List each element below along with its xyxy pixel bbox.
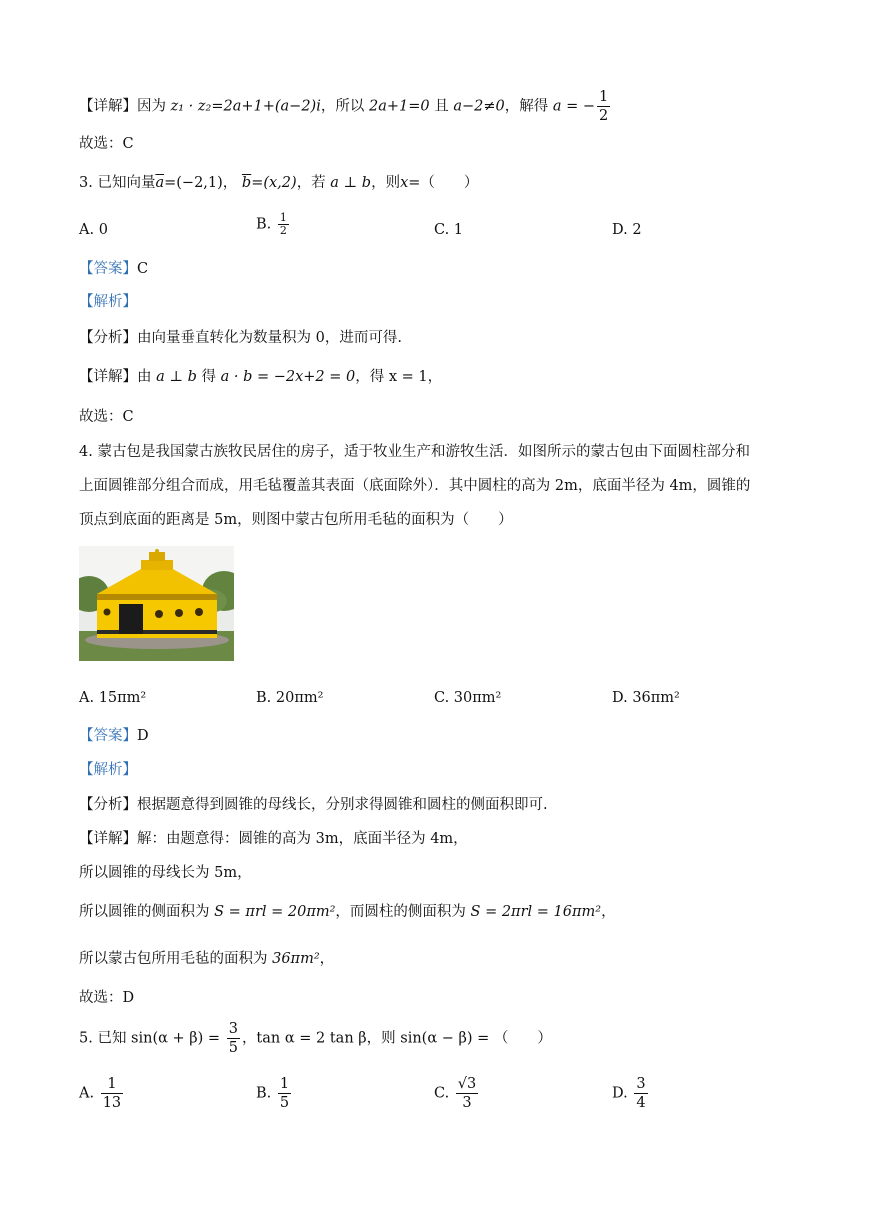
math-expr: =(x,2) bbox=[251, 175, 297, 191]
option-c: C. 30πm² bbox=[434, 690, 502, 706]
denominator: 5 bbox=[228, 1040, 238, 1056]
answer-value: C bbox=[137, 261, 149, 277]
option-c: C. 1 bbox=[434, 222, 464, 238]
answer-value: D bbox=[137, 728, 149, 744]
denominator: 5 bbox=[279, 1095, 290, 1111]
numerator: 1 bbox=[101, 1075, 123, 1094]
text: 5. 已知 sin(α + β) = bbox=[79, 1030, 225, 1047]
math-expr: S = πrl = 20πm² bbox=[214, 904, 336, 920]
text: ，tan α = 2 tan β，则 sin(α − β) = （ ） bbox=[241, 1030, 552, 1047]
option-a: A. 15πm² bbox=[79, 690, 147, 706]
answer-line bbox=[79, 726, 149, 746]
analysis-tag: 【解析】 bbox=[79, 294, 137, 310]
option-b: B. 20πm² bbox=[256, 690, 324, 706]
text: 且 bbox=[429, 98, 454, 115]
denominator: 2 bbox=[279, 224, 287, 237]
numerator: 3 bbox=[636, 1076, 646, 1092]
numerator: 1 bbox=[279, 211, 287, 224]
math-expr: z₁ · z₂=2a+1+(a−2)i bbox=[170, 98, 321, 115]
text: 【详解】由 bbox=[79, 369, 152, 385]
fraction bbox=[597, 88, 610, 125]
answer-tag: 【答案】 bbox=[79, 261, 137, 277]
text: 所以蒙古包所用毛毡的面积为 bbox=[79, 951, 273, 967]
math-expr: =(−2,1) bbox=[164, 175, 223, 191]
text: ，而圆柱的侧面积为 bbox=[335, 904, 471, 920]
option-d bbox=[612, 1075, 650, 1112]
fraction bbox=[456, 1075, 478, 1112]
text: ， bbox=[319, 951, 335, 967]
question-3 bbox=[79, 173, 478, 193]
detail-line: 所以圆锥的母线长为 5m， bbox=[79, 865, 252, 881]
text: ，若 bbox=[296, 175, 326, 191]
numerator: 1 bbox=[599, 89, 609, 105]
text: ， bbox=[222, 175, 238, 191]
detail-line: 【详解】解：由题意得：圆锥的高为 3m，底面半径为 4m， bbox=[79, 831, 468, 847]
text: =（ ） bbox=[408, 175, 479, 191]
detail-tag: 【详解】 bbox=[79, 98, 137, 115]
option-a bbox=[79, 1075, 125, 1112]
vector-a: $\overline{a}$ bbox=[155, 175, 165, 191]
option-label: C. bbox=[434, 1085, 450, 1102]
fraction bbox=[101, 1075, 123, 1112]
question-4-line: 4. 蒙古包是我国蒙古族牧民居住的房子，适于牧业生产和游牧生活．如图所示的蒙古包由下面圆柱部分和 bbox=[79, 444, 750, 460]
analysis-line: 【分析】根据题意得到圆锥的母线长，分别求得圆锥和圆柱的侧面积即可. bbox=[79, 797, 548, 813]
text: ，解得 bbox=[504, 98, 549, 115]
conclusion: 故选：D bbox=[79, 990, 135, 1006]
option-d: D. 2 bbox=[612, 222, 642, 238]
math-expr: a ⊥ b bbox=[156, 369, 197, 385]
numerator: 3 bbox=[228, 1021, 238, 1037]
answer-line bbox=[79, 259, 148, 279]
answer-tag: 【答案】 bbox=[79, 728, 137, 744]
option-d: D. 36πm² bbox=[612, 690, 680, 706]
option-b bbox=[256, 212, 291, 237]
option-a: A. 0 bbox=[79, 222, 108, 238]
option-label: B. bbox=[256, 1085, 272, 1102]
conclusion: 故选：C bbox=[79, 409, 134, 425]
solution-line bbox=[79, 88, 612, 125]
math-expr: S = 2πrl = 16πm² bbox=[470, 904, 602, 920]
numerator: √3 bbox=[457, 1076, 477, 1092]
option-label: A. bbox=[79, 1085, 95, 1102]
text: 3. 已知向量 bbox=[79, 175, 156, 191]
question-4-line: 顶点到底面的距离是 5m，则图中蒙古包所用毛毡的面积为（ ） bbox=[79, 512, 513, 528]
math-expr: a ⊥ b bbox=[330, 175, 372, 191]
denominator: 13 bbox=[102, 1095, 122, 1111]
option-c bbox=[434, 1075, 480, 1112]
denominator: 2 bbox=[599, 108, 609, 124]
math-expr: x bbox=[400, 175, 409, 191]
conclusion: 故选：C bbox=[79, 136, 134, 152]
math-expr: a · b = −2x+2 = 0 bbox=[220, 369, 356, 385]
analysis-line: 【分析】由向量垂直转化为数量积为 0，进而可得. bbox=[79, 330, 402, 346]
denominator: 3 bbox=[462, 1095, 472, 1111]
detail-line bbox=[79, 902, 616, 922]
text: ， bbox=[601, 904, 616, 920]
detail-line bbox=[79, 367, 442, 387]
analysis-tag: 【解析】 bbox=[79, 762, 137, 778]
text: 所以圆锥的侧面积为 bbox=[79, 904, 215, 920]
option-b bbox=[256, 1075, 293, 1112]
option-label: B. bbox=[256, 216, 272, 233]
text: ，所以 bbox=[320, 98, 365, 115]
math-expr: 2a+1=0 bbox=[368, 98, 430, 115]
math-expr: a−2≠0 bbox=[453, 98, 505, 115]
detail-line bbox=[79, 949, 334, 969]
question-4-line: 上面圆锥部分组合而成，用毛毡覆盖其表面（底面除外）．其中圆柱的高为 2m，底面半径为 4m，圆锥的 bbox=[79, 478, 751, 494]
text: 得 bbox=[196, 369, 221, 385]
vector-b: $\overline{b}$ bbox=[241, 175, 252, 191]
text: 因为 bbox=[137, 98, 166, 115]
numerator: 1 bbox=[279, 1076, 290, 1092]
text: ，得 x = 1， bbox=[355, 369, 443, 385]
fraction bbox=[278, 212, 289, 237]
question-5 bbox=[79, 1020, 552, 1057]
denominator: 4 bbox=[636, 1095, 646, 1111]
option-label: D. bbox=[612, 1085, 628, 1102]
text: ，则 bbox=[371, 175, 401, 191]
fraction bbox=[227, 1020, 240, 1057]
fraction bbox=[278, 1075, 291, 1112]
fraction bbox=[634, 1075, 647, 1112]
math-expr: a = − bbox=[552, 98, 595, 115]
yurt-image bbox=[79, 546, 234, 661]
yurt-photo bbox=[79, 546, 234, 661]
math-expr: 36πm² bbox=[272, 951, 320, 967]
